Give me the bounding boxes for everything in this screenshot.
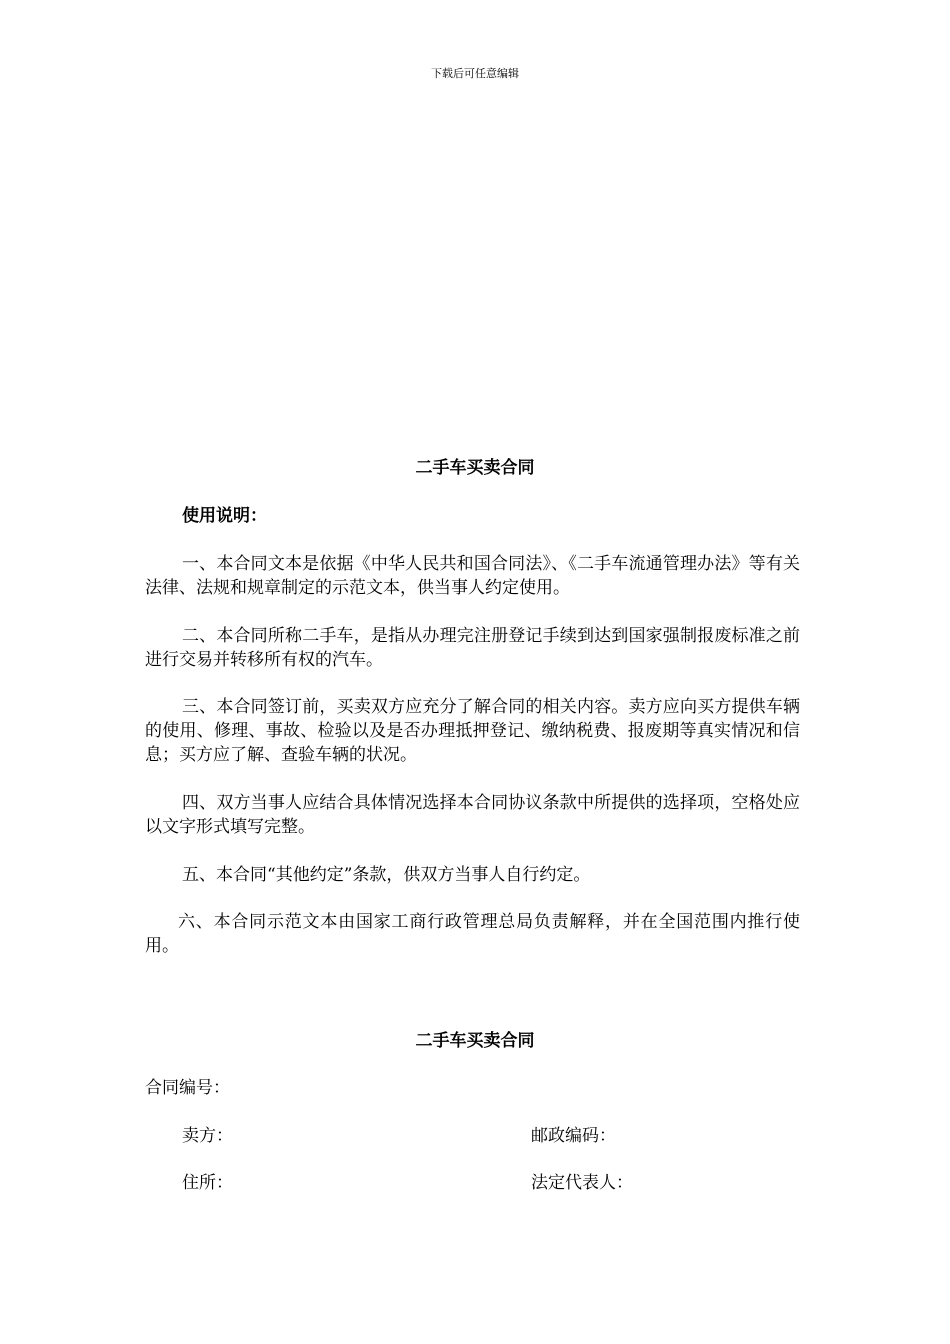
address-label: 住所： bbox=[182, 1173, 233, 1193]
contract-title: 二手车买卖合同 bbox=[415, 1031, 535, 1051]
usage-paragraph-4: 四、双方当事人应结合具体情况选择本合同协议条款中所提供的选择项，空格处应以文字形式填写完整。 bbox=[145, 793, 800, 837]
postcode-label: 邮政编码： bbox=[531, 1126, 616, 1146]
usage-paragraph-5: 五、本合同“其他约定”条款，供双方当事人自行约定。 bbox=[182, 865, 591, 885]
usage-paragraph-6: 六、本合同示范文本由国家工商行政管理总局负责解释，并在全国范围内推行使用。 bbox=[145, 912, 800, 956]
usage-heading: 使用说明： bbox=[182, 506, 267, 526]
contract-number-label: 合同编号： bbox=[145, 1078, 230, 1098]
header-note: 下载后可任意编辑 bbox=[431, 67, 519, 80]
legal-representative-label: 法定代表人： bbox=[531, 1173, 633, 1193]
usage-paragraph-2: 二、本合同所称二手车，是指从办理完注册登记手续到达到国家强制报废标准之前进行交易并转移所有权的汽车。 bbox=[145, 626, 800, 670]
cover-title: 二手车买卖合同 bbox=[415, 458, 535, 478]
usage-paragraph-3: 三、本合同签订前，买卖双方应充分了解合同的相关内容。卖方应向买方提供车辆的使用、修理、事故、检验以及是否办理抵押登记、缴纳税费、报废期等真实情况和信息；买方应了解、查验车辆的状况。 bbox=[145, 697, 800, 765]
usage-paragraph-1: 一、本合同文本是依据《中华人民共和国合同法》、《二手车流通管理办法》等有关法律、法规和规章制定的示范文本，供当事人约定使用。 bbox=[145, 554, 800, 598]
seller-label: 卖方： bbox=[182, 1126, 233, 1146]
